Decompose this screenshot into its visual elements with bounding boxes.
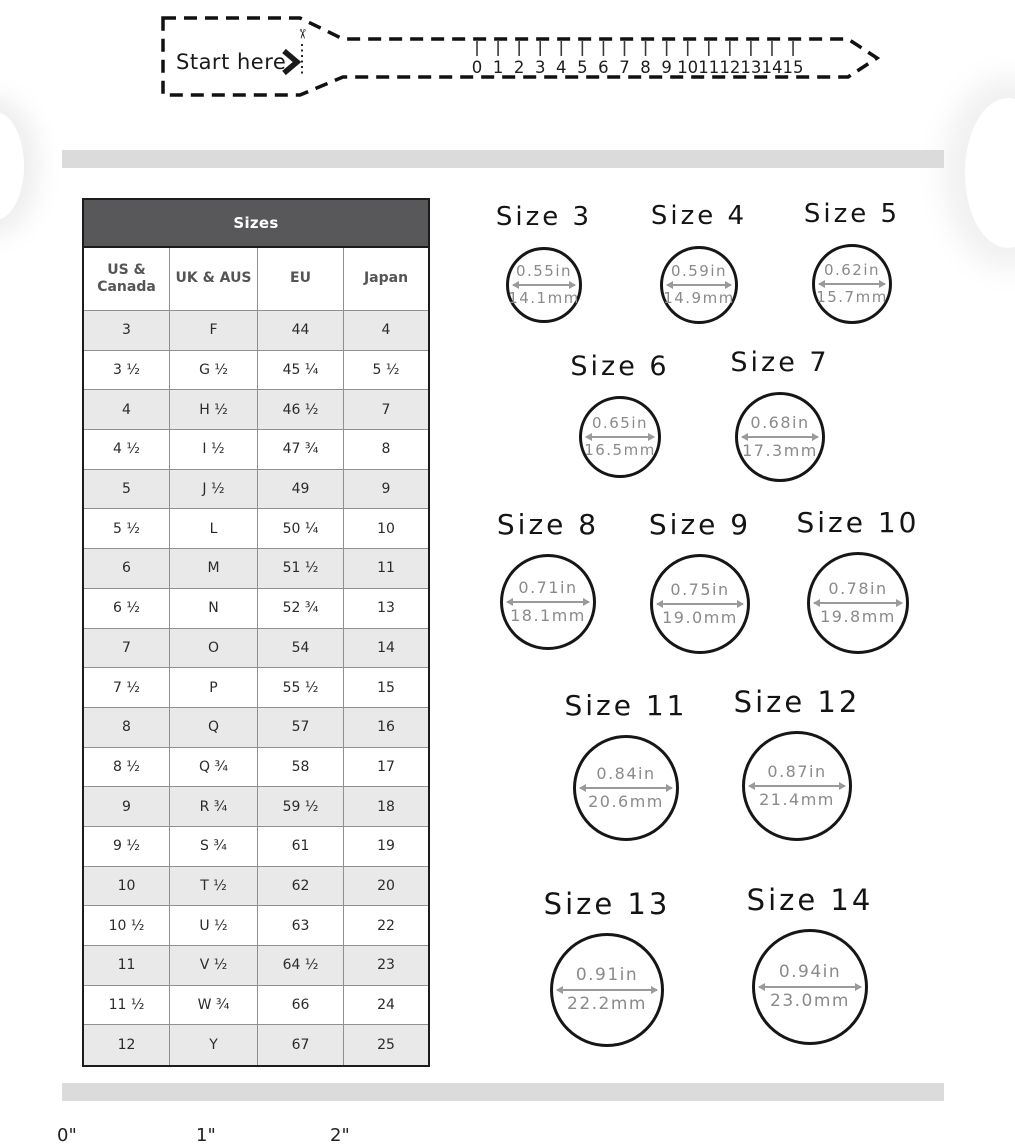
table-cell: 19 [344, 827, 428, 867]
ring-diameter-inches: 0.91in [575, 964, 639, 985]
ring-diameter-mm: 14.9mm [663, 288, 735, 307]
table-cell: 11 ½ [84, 986, 170, 1026]
ruler-number: 13 [740, 58, 762, 77]
table-cell: 4 [84, 390, 170, 430]
diameter-arrow-icon [667, 284, 731, 286]
table-cell: 45 ¼ [258, 351, 344, 391]
ruler-number: 1 [492, 58, 504, 77]
table-cell: 63 [258, 906, 344, 946]
inch-label: 0" [57, 1125, 77, 1146]
ruler-number: 12 [719, 58, 741, 77]
ring-diameter-inches: 0.55in [515, 262, 573, 280]
ring-circle [550, 933, 664, 1047]
table-cell: I ½ [170, 430, 258, 470]
diameter-arrow-icon [819, 283, 885, 285]
table-cell: R ¾ [170, 787, 258, 827]
divider-bar-top [62, 150, 944, 168]
scan-artifact-right [965, 98, 1015, 248]
ring-diameter-mm: 22.2mm [567, 993, 647, 1014]
table-row [84, 946, 428, 986]
table-header-row [84, 248, 428, 311]
table-cell: Q [170, 708, 258, 748]
table-cell: 14 [344, 629, 428, 669]
ring-diameter-mm: 14.1mm [508, 288, 580, 307]
table-row [84, 390, 428, 430]
table-cell: Y [170, 1025, 258, 1065]
ring-circle [812, 244, 892, 324]
table-cell: 12 [84, 1025, 170, 1065]
table-cell: 54 [258, 629, 344, 669]
inch-label: 1" [196, 1125, 216, 1146]
table-cell: W ¾ [170, 986, 258, 1026]
table-row [84, 867, 428, 907]
table-cell: 9 [84, 787, 170, 827]
ruler-number: 11 [698, 58, 720, 77]
table-row [84, 906, 428, 946]
diameter-arrow-icon [557, 989, 657, 991]
table-cell: 25 [344, 1025, 428, 1065]
table-cell: 5 ½ [344, 351, 428, 391]
table-row [84, 470, 428, 510]
table-cell: S ¾ [170, 827, 258, 867]
diameter-arrow-icon [580, 787, 672, 789]
table-column-header: Japan [344, 248, 428, 311]
table-cell: H ½ [170, 390, 258, 430]
table-cell: 7 [344, 390, 428, 430]
table-cell: U ½ [170, 906, 258, 946]
ruler-number: 5 [577, 58, 588, 77]
table-row [84, 787, 428, 827]
ring-circle [807, 552, 909, 654]
table-row [84, 549, 428, 589]
ring-diameter-mm: 15.7mm [816, 287, 888, 306]
table-cell: 13 [344, 589, 428, 629]
ring-size-title: Size 13 [543, 887, 671, 922]
table-cell: 59 ½ [258, 787, 344, 827]
table-row [84, 351, 428, 391]
table-column-header: UK & AUS [170, 248, 258, 311]
table-cell: 24 [344, 986, 428, 1026]
ring-size-title: Size 14 [746, 883, 874, 918]
table-column-header: US & Canada [84, 248, 170, 311]
table-cell: 44 [258, 311, 344, 351]
ring-diameter-inches: 0.62in [823, 261, 881, 279]
ring-diameter-mm: 19.0mm [662, 607, 738, 627]
ruler-number: 3 [534, 58, 546, 77]
ring-diameter-inches: 0.84in [596, 763, 656, 783]
table-cell: 66 [258, 986, 344, 1026]
table-cell: 8 ½ [84, 748, 170, 788]
ruler-number: 10 [677, 58, 699, 77]
ring-size-title: Size 11 [564, 689, 688, 723]
table-cell: L [170, 509, 258, 549]
table-cell: 15 [344, 668, 428, 708]
table-cell: 5 [84, 470, 170, 510]
table-cell: 64 ½ [258, 946, 344, 986]
table-cell: 17 [344, 748, 428, 788]
ruler-number: 15 [782, 58, 804, 77]
ring-circle [500, 554, 596, 650]
ring-diameter-inches: 0.59in [670, 262, 728, 280]
ruler-number: 9 [661, 58, 672, 77]
table-cell: 51 ½ [258, 549, 344, 589]
table-cell: 16 [344, 708, 428, 748]
ring-diameter-mm: 20.6mm [588, 791, 664, 811]
ring-size-title: Size 4 [650, 200, 748, 231]
ruler-number: 8 [640, 58, 651, 77]
table-cell: 58 [258, 748, 344, 788]
sizer-strip [0, 0, 1015, 115]
ruler-number: 4 [556, 58, 567, 77]
table-cell: 9 [344, 470, 428, 510]
table-row [84, 509, 428, 549]
table-cell: 4 ½ [84, 430, 170, 470]
table-cell: 5 ½ [84, 509, 170, 549]
ring-circle [660, 246, 738, 324]
table-row [84, 1025, 428, 1065]
ring-circle [735, 392, 825, 482]
ring-size-title: Size 3 [495, 201, 593, 232]
table-cell: 6 ½ [84, 589, 170, 629]
table-cell: M [170, 549, 258, 589]
start-here-label: Start here [176, 50, 287, 74]
table-cell: 50 ¼ [258, 509, 344, 549]
table-row [84, 589, 428, 629]
ring-diameter-inches: 0.87in [767, 761, 827, 781]
scissors-icon: ✂ [294, 28, 309, 40]
table-cell: 8 [84, 708, 170, 748]
ring-size-title: Size 7 [730, 346, 830, 378]
table-cell: P [170, 668, 258, 708]
table-cell: 11 [344, 549, 428, 589]
ruler-number: 6 [598, 58, 609, 77]
table-cell: 20 [344, 867, 428, 907]
diameter-arrow-icon [749, 785, 845, 787]
ring-circle [506, 247, 582, 323]
ruler-number: 14 [761, 58, 783, 77]
table-cell: 47 ¾ [258, 430, 344, 470]
table-cell: 9 ½ [84, 827, 170, 867]
table-cell: V ½ [170, 946, 258, 986]
table-cell: O [170, 629, 258, 669]
table-cell: N [170, 589, 258, 629]
ring-diameter-inches: 0.75in [670, 579, 730, 599]
table-cell: T ½ [170, 867, 258, 907]
ruler-number: 7 [619, 58, 630, 77]
table-body [84, 311, 428, 1065]
ring-circle [752, 929, 868, 1045]
table-cell: 49 [258, 470, 344, 510]
ring-size-title: Size 9 [648, 508, 752, 542]
table-cell: 22 [344, 906, 428, 946]
table-row [84, 430, 428, 470]
table-cell: 67 [258, 1025, 344, 1065]
table-cell: 10 [84, 867, 170, 907]
ring-diameter-mm: 18.1mm [510, 605, 586, 625]
diameter-arrow-icon [513, 284, 575, 286]
table-cell: G ½ [170, 351, 258, 391]
ring-diameter-inches: 0.71in [518, 577, 578, 597]
ring-diameter-mm: 21.4mm [759, 789, 835, 809]
ring-size-title: Size 8 [496, 508, 600, 542]
table-cell: 3 ½ [84, 351, 170, 391]
divider-bar-bottom [62, 1083, 944, 1101]
table-cell: 62 [258, 867, 344, 907]
diameter-arrow-icon [586, 436, 654, 438]
ring-circle [573, 735, 679, 841]
ring-diameter-mm: 23.0mm [770, 990, 850, 1011]
table-cell: 10 [344, 509, 428, 549]
diameter-arrow-icon [759, 986, 861, 988]
table-cell: 46 ½ [258, 390, 344, 430]
diameter-arrow-icon [657, 603, 743, 605]
table-column-header: EU [258, 248, 344, 311]
ring-diameter-mm: 17.3mm [742, 440, 818, 460]
table-cell: 8 [344, 430, 428, 470]
ring-diameter-inches: 0.94in [778, 961, 842, 982]
table-cell: 3 [84, 311, 170, 351]
table-row [84, 668, 428, 708]
table-cell: Q ¾ [170, 748, 258, 788]
ring-diameter-inches: 0.65in [591, 414, 649, 432]
table-cell: 18 [344, 787, 428, 827]
table-row [84, 748, 428, 788]
scan-artifact-left [0, 112, 24, 220]
table-cell: 7 ½ [84, 668, 170, 708]
ring-diameter-mm: 19.8mm [820, 606, 896, 626]
table-row [84, 827, 428, 867]
table-cell: 11 [84, 946, 170, 986]
ring-size-title: Size 12 [733, 685, 861, 720]
diameter-arrow-icon [507, 601, 589, 603]
ring-circle [650, 554, 750, 654]
table-cell: 7 [84, 629, 170, 669]
table-cell: 55 ½ [258, 668, 344, 708]
ring-size-title: Size 5 [803, 198, 901, 229]
ring-diameter-inches: 0.68in [750, 412, 810, 432]
table-cell: F [170, 311, 258, 351]
table-row [84, 311, 428, 351]
inch-label: 2" [330, 1125, 350, 1146]
ring-circle [742, 731, 852, 841]
table-cell: 57 [258, 708, 344, 748]
table-row [84, 629, 428, 669]
table-row [84, 708, 428, 748]
ruler-number: 0 [471, 58, 483, 77]
table-cell: J ½ [170, 470, 258, 510]
diameter-arrow-icon [814, 602, 902, 604]
table-cell: 6 [84, 549, 170, 589]
table-cell: 61 [258, 827, 344, 867]
ring-size-title: Size 10 [796, 506, 920, 540]
table-cell: 23 [344, 946, 428, 986]
table-row [84, 986, 428, 1026]
table-cell: 52 ¾ [258, 589, 344, 629]
size-conversion-table [82, 198, 430, 1067]
table-cell: 4 [344, 311, 428, 351]
ring-diameter-inches: 0.78in [828, 578, 888, 598]
table-cell: 10 ½ [84, 906, 170, 946]
ring-circle [579, 396, 661, 478]
table-title: Sizes [84, 200, 428, 248]
diameter-arrow-icon [742, 436, 818, 438]
ring-diameter-mm: 16.5mm [584, 440, 656, 459]
ruler-number: 2 [513, 58, 525, 77]
ring-size-title: Size 6 [570, 350, 670, 382]
